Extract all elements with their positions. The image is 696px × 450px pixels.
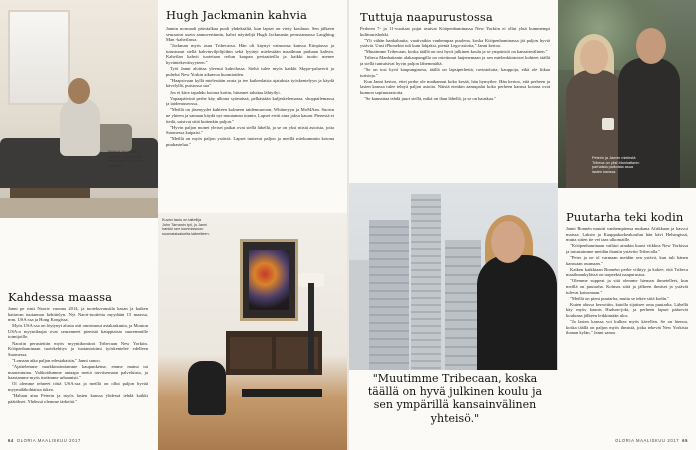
heading-puutarha-teki-kodin: Puutarha teki kodin bbox=[566, 210, 684, 224]
paragraph: Kuten alussa kerrottiin, katolla sijaitsee oma puutarha. Lähellä käy myös kaunis Hudson-joki, ja perheen lapset pääsevät koulunsa jälkeen leikkimään ulos. bbox=[566, 301, 688, 318]
paragraph: "Jackman myös asuu Tribecassa. Hän oli käynyt vaimonsa kanssa Etiopiassa ja tutustunut siellä kahvinviljelijöihin sekä lyytnyt mielestään maailman parhaan kahvin. Kahvilan kahvit tuotetaan reilun kaupan periaatteilla ja kaikki tuotto menee hyväntekeväisyyteen." bbox=[166, 43, 334, 66]
photo-woman-on-sofa bbox=[0, 0, 158, 218]
paragraph: Janni Bonnén muutti vanhempiensa mukana Afrikkaan ja kasvoi maissa. Laksin ja Kauppakorkeakoulun hän kävi Helsingissä, mutta sitten tie vei taas ulkomaille. bbox=[566, 226, 688, 243]
paragraph: Jannin normaali päiväalkaa puoli yhdeksältä, kun lapset on viety kouluun. Sen jälkeen seuraavat usein aamuvertinnin, kahvi näyttelijä Hugh Jackmanin perustamassa Laughing Man -kahvilassa. bbox=[166, 26, 334, 43]
paragraph: "Se on tosi hyvä kaupunginosa, täällä on lapsiperheitä, ravintoloita, kauppoja, eikä ole liikaa turisteja." bbox=[360, 67, 550, 78]
paragraph: "Kööpenhaminaan vaihtoi ainakin kuusi viikkoa New Yorkissa ja tutustuimme meidän ihaniin ystäviin Tribecalla." bbox=[566, 243, 688, 254]
page-number-left: 64 bbox=[8, 438, 14, 443]
caption-bottom-left-photo: Kuvan taulu on taiteilija John Tarnanin työ, jo Janni hankki sen kommissioon suomalaisaluelta taiteelleen. bbox=[162, 218, 210, 236]
paragraph: Janni pe rusti Naoriv vuonna 2014, ja tuotekuvaustila kasan ja kaiken kattavan tuotannon kehittelyn. Nyt Naori-tuotteita myydään 15 maassa, mm. USA:ssa ja Hong Kongissa. bbox=[8, 306, 148, 323]
paragraph: Työt Janni aloittaa yleensä kahvilassa. Sieltä tulee myös kaikki Skype-palaverit ja puhelut New Yorkin aikaeroa huomioiden. bbox=[166, 66, 334, 77]
caption-top-left-photo: Pelkkiä ikkunoita ja ihmisiä. Janni nauttii hetkestä olohuoneen sohvalla. bbox=[108, 150, 144, 168]
heading-kahdessa-maassa: Kahdessa maassa bbox=[8, 290, 113, 304]
folio-left bbox=[8, 438, 81, 443]
paragraph: "Haluan aina Peterin ja myös lasten kanssa yhdessä tehdä kaikki päätökset. Yhdessä olemme tärkeitä." bbox=[8, 392, 148, 404]
publication-name-right: GLORIA MAALISKUU 2017 bbox=[615, 438, 680, 443]
article-body-right-main bbox=[360, 26, 550, 178]
paragraph: "Se kannattaa tehdä juuri siellä, mikä on ihan lähellä, ja se on hauskaa." bbox=[364, 96, 496, 102]
article-body-left-main bbox=[166, 26, 334, 212]
paragraph: "Lomaan aika paljon edestakaisin," Janni sanoo. bbox=[12, 357, 101, 363]
paragraph: Vapaapäivinä perhe käy ulkona syömässä, pelkästään kuljeskelemassa, shoppailemassa ja taidemuseossa. bbox=[166, 95, 334, 107]
article-body-left-secondary bbox=[8, 306, 148, 430]
paragraph: Tribeca Manhattanin alakaupungilla on ostettunut laajenemaan ja sen mielenkiintoiset kohteet täällä ja siellä tuntuisivat hyvin paljon lähemmältä. bbox=[360, 55, 550, 67]
paragraph: "Meillä on pieni puutarha, mutta se tekee siitä kodin." bbox=[570, 295, 670, 301]
publication-name-left: GLORIA MAALISKUU 2017 bbox=[16, 438, 81, 443]
paragraph: Jos ei kiire tapahdu kotona kotiin, hiiunnet taluttaa lähtyilyi. bbox=[170, 89, 281, 95]
paragraph: "Haapsivaan kyllä mielestään avata ja tee kaikenlaisia ajatuksia työskentelyyn ja käydä kävelyllä, puistossa saa" bbox=[166, 77, 334, 89]
paragraph: "Hyvin paljon monet yleiset paikat ovat siellä lähellä, ja se on yksi niistä asioista, joita Suomessa kaipaisi." bbox=[166, 124, 334, 136]
pull-quote: "Muutimme Tribecaan, koska täällä on hyvä julkinen koulu ja sen ympärillä kansainvälinen yhteisö." bbox=[367, 372, 543, 425]
paragraph: "Olemme suppeat ja sitä olemme hieman ihmetelleet, kun meillä on puutarha. Kolmas siitä ja jälkeen ihmiset ja ystävät tulevat katsomaan." bbox=[566, 278, 688, 295]
paragraph: Kaiken kaikkiaan Bonnéut perhe viihtyy ja kokee, että Tribeca maailmankylässä on tarpeeksi naapurustoa. bbox=[566, 266, 688, 278]
caption-top-right-photo: Peterin ja Jannin mielestä Tribeca on yksi Manhattanin parhaista paikoista asua lasten kanssa. bbox=[592, 156, 640, 174]
paragraph: "Yli vähän hankaluutta, vaativatkin vanhempaa puolena, koska Kööpenhaminassa jäi paljon hyviä ystäviä. Uusi iPhonekin tuli kuin lahjaksi, pieniä Lego-asioita," Janni kertoo. bbox=[360, 37, 550, 49]
paragraph: "Meillä on myös paljon ystäviä. Lapset tuntevat paljon ja meillä mieluummin kotona puuhastelua." bbox=[166, 136, 334, 147]
paragraph: "Ajattelemme markkinointiamme kaupunkeina, emme maina tai maaseutuina. Valikoidumme antaapa meitä tarvitsemaan palveluista, ja haastamme myös itseämme urbaanisti." bbox=[8, 363, 148, 381]
photo-interior-painting bbox=[158, 213, 347, 450]
paragraph: "Muutimme Tribecaan, koska täällä on tosi hyvä julkinen koulu ja se ympäristö on kansainvälinen." bbox=[364, 49, 548, 55]
paragraph: Ol olemme tehneet töitä USA:ssa ja meillä on ollut paljon hyvää myymäläkohtaista tukea. bbox=[8, 381, 148, 392]
page-number-right: 65 bbox=[682, 438, 688, 443]
photo-woman-skyscrapers bbox=[349, 183, 558, 370]
heading-hugh-jackman: Hugh Jackmanin kahvia bbox=[166, 8, 308, 22]
paragraph: Naoriin perustettiin myös myyntikonttori Tribecaan New Yorkiin. Kööpenhaminaan tuotekehitys ja tuotantotiimi työskentelee edelleen Suomessa. bbox=[8, 340, 148, 357]
heading-tuttuja-naapurustossa: Tuttuja naapurustossa bbox=[360, 10, 493, 24]
article-body-right-secondary bbox=[566, 226, 688, 430]
paragraph: Perheen 7- ja 11-vuotiaat pojat asuivat Kööpenhaminassa New Yorkiin ei ollut yhtä kummempi kulttuurishokki. bbox=[360, 26, 550, 37]
paragraph: Myös USA:ssa on löytynyt alusta asti onnistunut asiakaskunta, ja Mouton USA:n myyntilaajat ovat seuranneet pienistä kauppiaista suuremmille toimijoille. bbox=[8, 323, 148, 340]
folio-right bbox=[615, 438, 688, 443]
paragraph: "Ja lasten kanssa voi kulkea myös kävellen. Se on hienoa, koska täällä on paljon myös ihmisiä, jotka tekevät New Yorkista ihanan kylän," Janni sanoo. bbox=[566, 319, 688, 336]
paragraph: "Peter ja ne ol varmaan meidän sen ystävä, kun tuli hänen kanssaan asumaan." bbox=[566, 254, 688, 266]
paragraph: "Meillä on jäsenyydet kahteen kolmeen taidemuseoon, Whitneyyn ja MoMAan. Suosin ne yhteen ja samaan käydä nyt muutaman tunnin. Lapset eivät aina jaksa kauan. Pienestä ei tiedä, saisivat siitä kuitenkin paljon." bbox=[166, 107, 334, 124]
paragraph: Kun Janni kertoo, ettei perhe ole matkannut koko kesää, hän hymyilee. Hän kertoo, että perheen ja lasten kanssa tulee tehtyä paljon asioita. Näistä etenkin aamupalat koko perheen kanssa kotona ovat kunnon sopimusasioita. bbox=[360, 78, 550, 96]
